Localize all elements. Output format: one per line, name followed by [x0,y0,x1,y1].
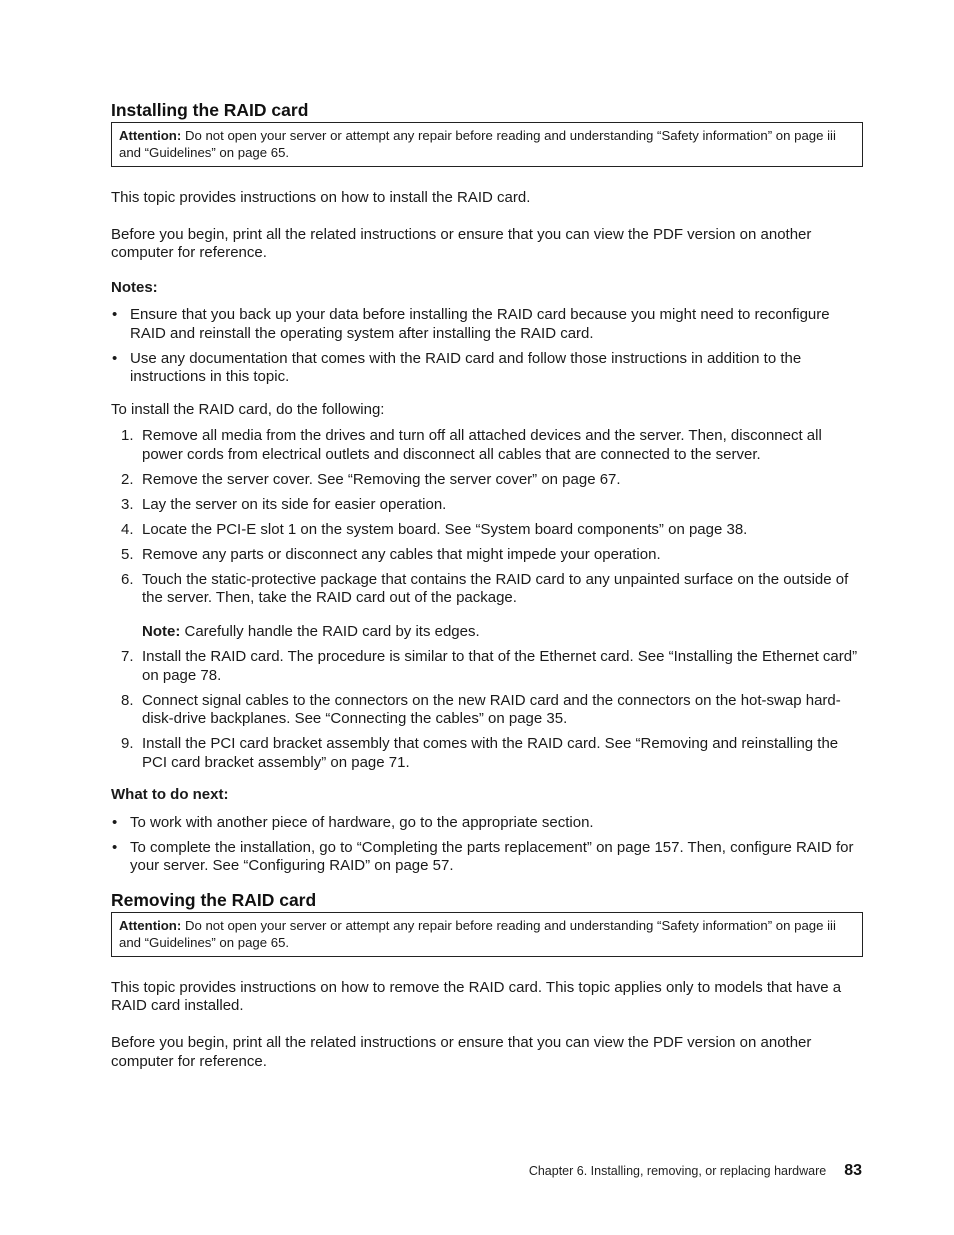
step-item [111,648,863,685]
step-text: Remove any parts or disconnect any cables that might impede your operation. [142,545,661,563]
step-number: 5. [121,545,134,563]
procedure-intro: To install the RAID card, do the following: [111,400,385,418]
step-number: 4. [121,520,134,538]
note-text: Carefully handle the RAID card by its edges. [184,623,480,641]
step-number: 6. [121,570,134,588]
attention-box [111,912,863,957]
step-text: Locate the PCI-E slot 1 on the system board. See “System board components” on page 38. [142,520,748,538]
page-footer [529,1162,862,1180]
attention-text: Do not open your server or attempt any repair before reading and understanding “Safety information” on page iii and “Guidelines” on page 65. [119,917,836,950]
intro-paragraph: This topic provides instructions on how to install the RAID card. [111,189,531,206]
step-text: Touch the static-protective package that contains the RAID card to any unpainted surface on the outside of the server. Then, take the RAID card out of the package. [142,570,849,607]
intro-paragraph: This topic provides instructions on how to remove the RAID card. This topic applies only to models that have a RAID card installed. [111,978,842,1015]
step-number: 9. [121,735,134,753]
list-item: • To work with another piece of hardware, go to the appropriate section. [111,814,863,833]
before-paragraph: Before you begin, print all the related instructions or ensure that you can view the PDF version on another computer for reference. [111,1033,812,1070]
section-title-removing: Removing the RAID card [111,889,317,910]
step-item [111,521,863,540]
steps-list [111,427,863,772]
attention-label: Attention: [119,128,182,143]
next-list [111,814,863,876]
attention-label: Attention: [119,917,182,933]
step-number: 7. [121,648,134,666]
list-item: • To complete the installation, go to “Completing the parts replacement” on page 157. Then, configure RAID for your server. See “Configuring RAID” on page 57. [111,839,863,876]
page-number: 83 [844,1162,862,1179]
what-next-heading: What to do next: [111,786,229,804]
chapter-title: Chapter 6. Installing, removing, or replacing hardware [528,1164,827,1178]
step-item [111,571,863,642]
step-number: 8. [121,691,134,709]
section-title-installing: Installing the RAID card [111,100,309,120]
attention-box [111,122,863,167]
before-paragraph: Before you begin, print all the related instructions or ensure that you can view the PDF version on another computer for reference. [111,225,812,262]
step-item [111,471,863,490]
step-item [111,692,863,729]
step-text: Remove all media from the drives and turn off all attached devices and the server. Then, disconnect all power cords from electrical outlets and disconnect all cables that are connected to the server. [142,427,822,463]
step-text: Connect signal cables to the connectors on the new RAID card and the connectors on the hot-swap hard-disk-drive backplanes. See “Connecting the cables” on page 35. [142,691,841,728]
step-number: 3. [121,495,134,513]
step-note [142,623,863,642]
step-text: Install the PCI card bracket assembly that comes with the RAID card. See “Removing and reinstalling the PCI card bracket assembly” on page 71. [142,735,839,771]
step-item [111,735,863,772]
step-item [111,427,863,464]
page-content [111,100,863,1071]
step-item [111,496,863,515]
note-label: Note: [142,623,181,641]
step-text: Lay the server on its side for easier operation. [142,495,447,513]
step-number: 2. [121,470,134,488]
notes-heading: Notes: [111,278,158,296]
notes-list [111,306,863,386]
step-text: Install the RAID card. The procedure is similar to that of the Ethernet card. See “Installing the Ethernet card” on page 78. [142,648,858,684]
step-item [111,546,863,565]
step-number: 1. [121,427,134,445]
list-item: • Ensure that you back up your data before installing the RAID card because you might need to reconfigure RAID and reinstall the operating system after installing the RAID card. [111,306,863,343]
step-text: Remove the server cover. See “Removing the server cover” on page 67. [142,470,621,488]
list-item: • Use any documentation that comes with the RAID card and follow those instructions in addition to the instructions in this topic. [111,350,863,387]
attention-text: Do not open your server or attempt any repair before reading and understanding “Safety information” on page iii and “Guidelines” on page 65. [119,128,836,160]
